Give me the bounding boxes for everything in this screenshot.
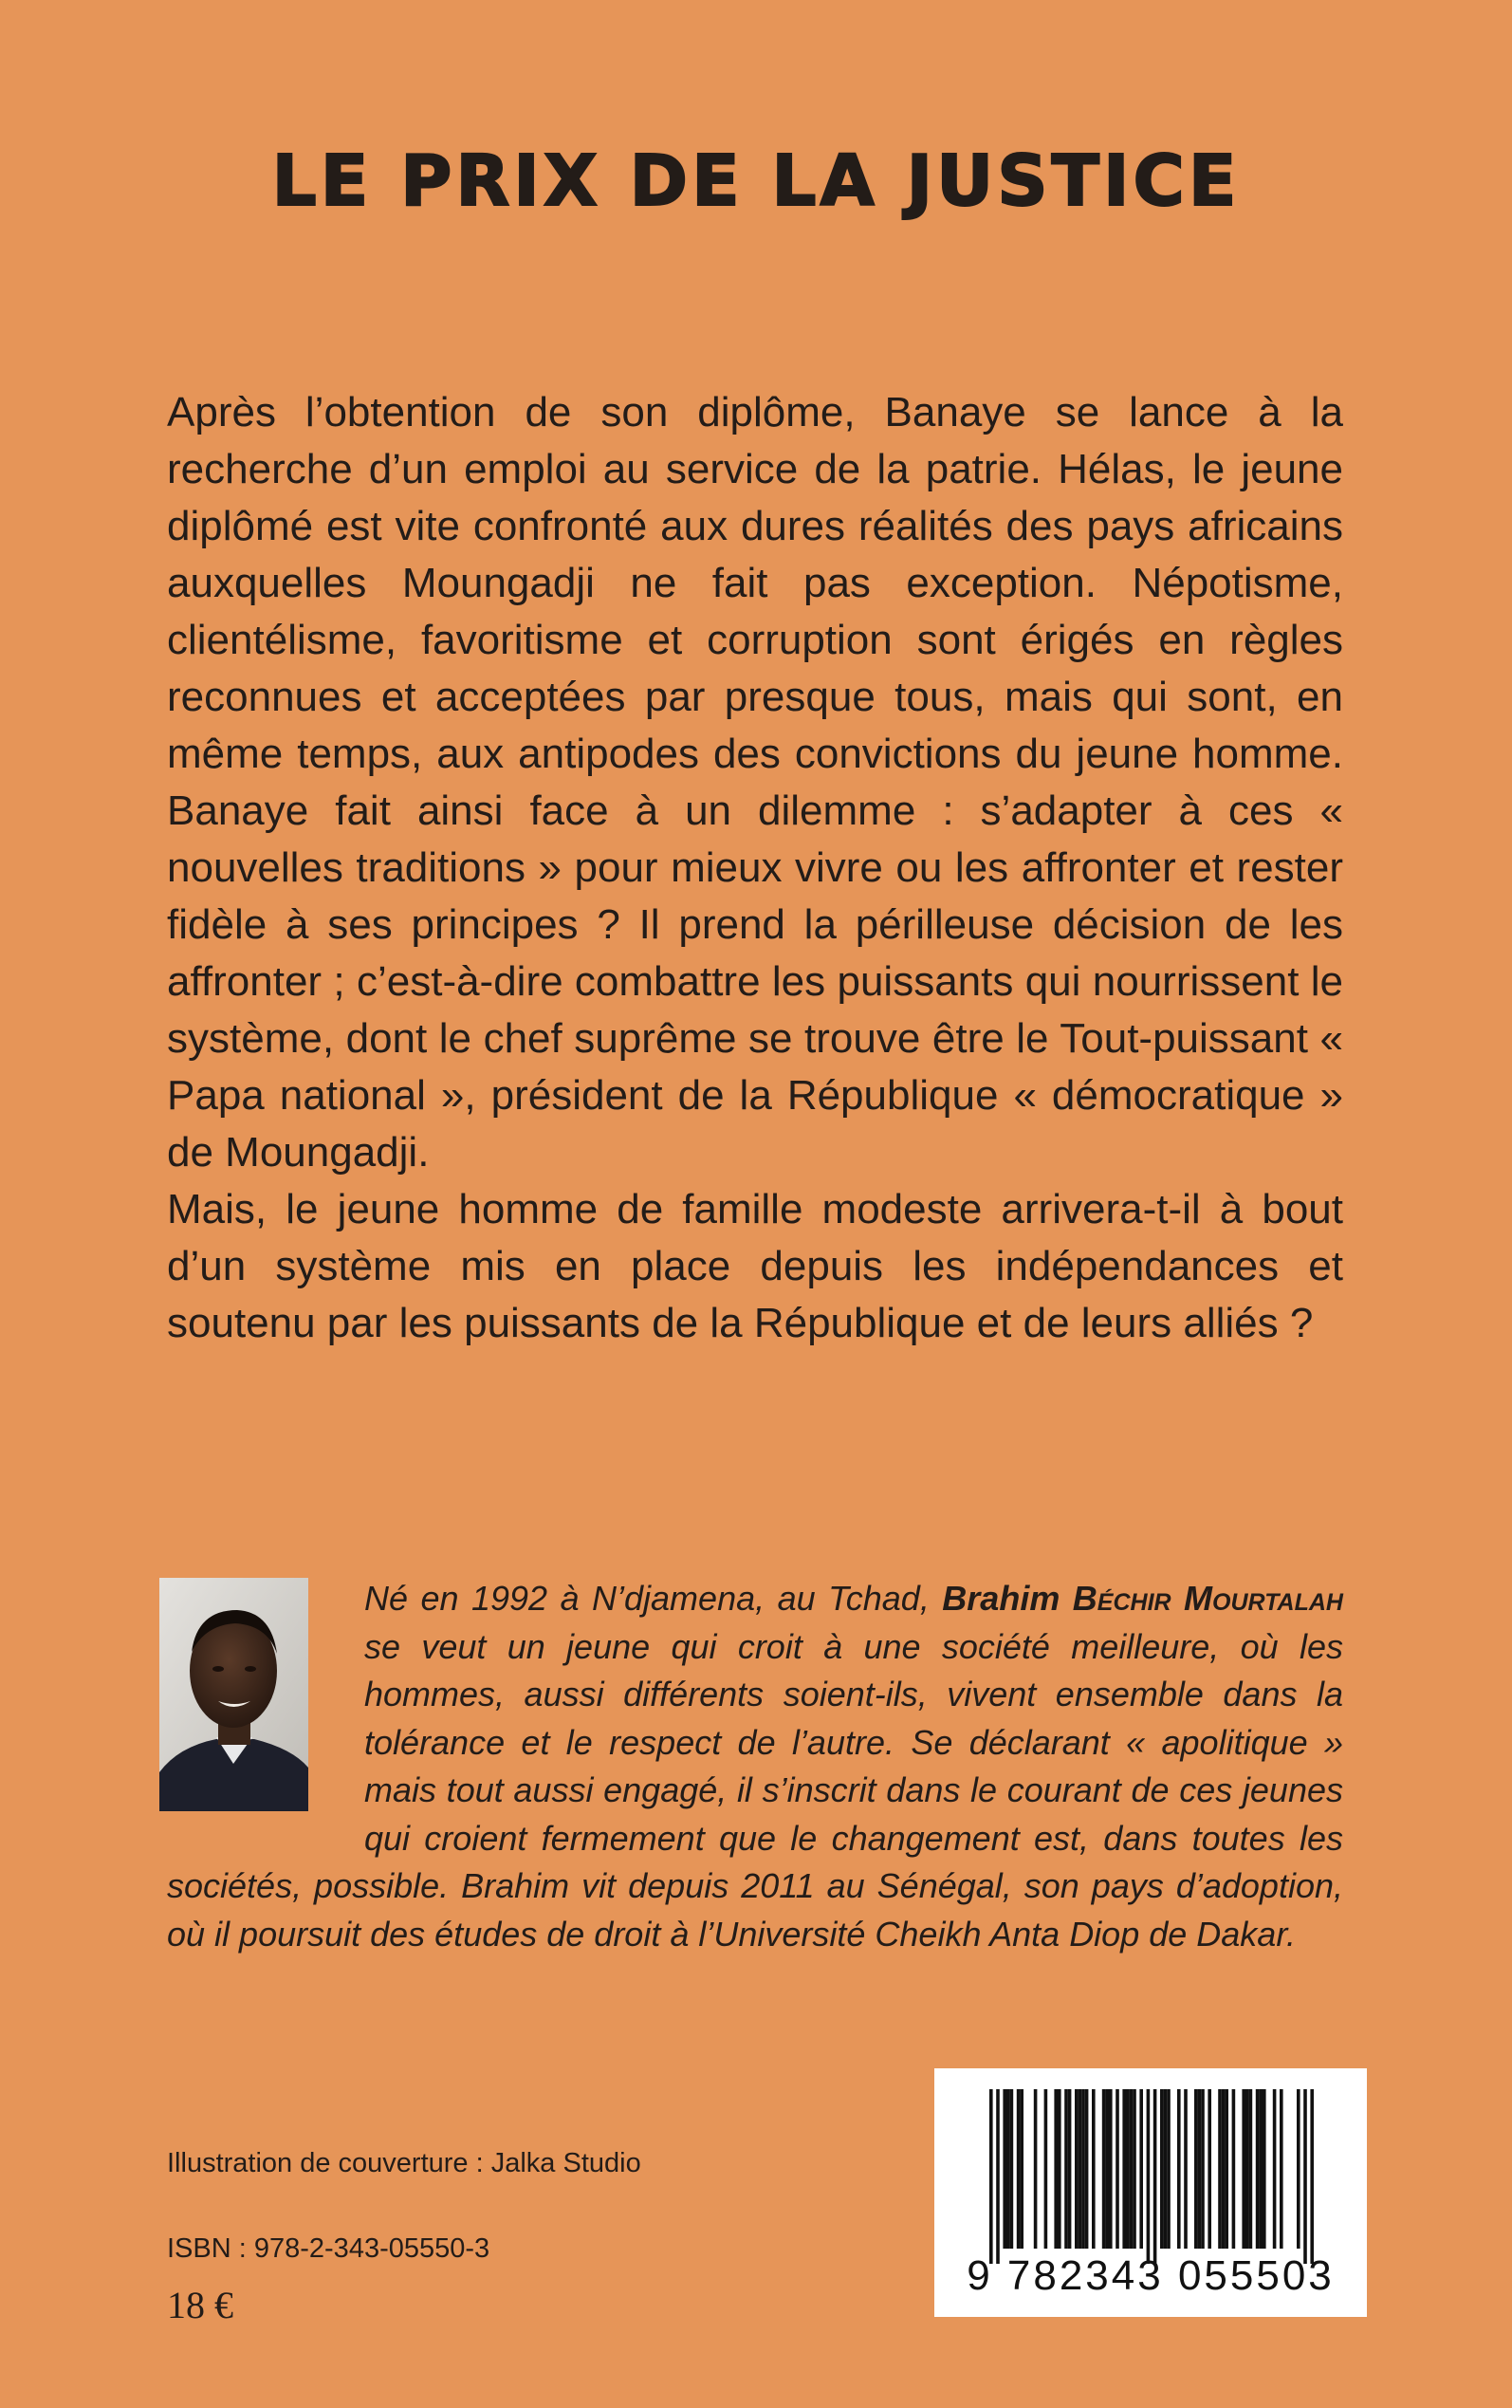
bio-rest: se veut un jeune qui croit à une société meilleure, où les hommes, aussi différents soient-ils, vivent ensemble dans la tolérance et le respect de l’autre. Se déclarant « apolitique » mais tout aussi engagé, il s’inscrit dans le courant de ces jeunes qui croient fermement que le changement est, dans toutes les sociétés, possible. Brahim vit depuis 2011 au Sénégal, son pays d’adoption, où il poursuit des études de droit à l’Université Cheikh Anta Diop de Dakar. (167, 1626, 1343, 1954)
barcode-bar (1092, 2089, 1096, 2249)
barcode-bar (1310, 2089, 1314, 2264)
barcode-bar (1139, 2089, 1143, 2249)
author-photo (159, 1578, 308, 1811)
synopsis (167, 384, 1343, 1352)
barcode-bar (1256, 2089, 1260, 2249)
barcode-bar (1167, 2089, 1171, 2249)
barcode-bar (1010, 2089, 1014, 2249)
barcode-bar (1273, 2089, 1277, 2249)
cover-illustration-credit: Illustration de couverture : Jalka Studio (167, 2148, 641, 2178)
barcode-bar (1153, 2089, 1157, 2264)
barcode-bar (1160, 2089, 1164, 2249)
barcode-bar (1054, 2089, 1058, 2249)
barcode-bar (1058, 2089, 1061, 2249)
bio-intro: Né en 1992 à N’djamena, au Tchad, (364, 1579, 943, 1618)
barcode (934, 2068, 1367, 2317)
author-portrait-image (159, 1578, 308, 1811)
barcode-bar (1164, 2089, 1168, 2249)
barcode-bar (1263, 2089, 1266, 2249)
synopsis-paragraph-2: Mais, le jeune homme de famille modeste arrivera-t-il à bout d’un système mis en place depuis les indépendances et soutenu par les puissants de la République et de leurs alliés ? (167, 1186, 1343, 1346)
barcode-digits: 9 782343 055503 (967, 2252, 1335, 2299)
barcode-bar (1109, 2089, 1113, 2249)
barcode-bar (1105, 2089, 1109, 2249)
author-name (942, 1579, 1343, 1618)
barcode-bar (1280, 2089, 1283, 2249)
price: 18 € (167, 2284, 233, 2326)
barcode-bar (1075, 2089, 1079, 2249)
barcode-bar (1147, 2089, 1151, 2264)
barcode-bar (1249, 2089, 1253, 2249)
barcode-bar (1208, 2089, 1211, 2249)
barcode-bar (1198, 2089, 1202, 2249)
barcode-bar (1006, 2089, 1010, 2249)
barcode-bar (1017, 2089, 1021, 2249)
barcode-bar (1201, 2089, 1205, 2249)
barcode-bar (1064, 2089, 1068, 2249)
barcode-bar (1133, 2089, 1136, 2249)
barcode-bar (1297, 2089, 1300, 2249)
barcode-bar (1122, 2089, 1126, 2249)
barcode-bar (1194, 2089, 1198, 2249)
barcode-bar (1068, 2089, 1072, 2249)
barcode-bar (1245, 2089, 1249, 2249)
barcode-bar (1079, 2089, 1082, 2249)
barcode-bar (1003, 2089, 1006, 2249)
barcode-bar (1222, 2089, 1226, 2249)
barcode-bar (1081, 2089, 1085, 2249)
barcode-bar (1020, 2089, 1023, 2249)
isbn: ISBN : 978-2-343-05550-3 (167, 2233, 490, 2264)
book-title: LE PRIX DE LA JUSTICE (271, 140, 1241, 222)
barcode-bar (996, 2089, 1000, 2264)
author-bio (167, 1575, 1343, 1958)
barcode-bar (989, 2089, 993, 2264)
barcode-bar (1102, 2089, 1106, 2249)
synopsis-paragraph-1: Après l’obtention de son diplôme, Banaye se lance à la recherche d’un emploi au service de la patrie. Hélas, le jeune diplômé est vite confronté aux dures réalités des pays africains auxquelles Moungadji ne fait pas exception. Népotisme, clientélisme, favoritisme et corruption sont érigés en règles reconnues et acceptées par presque tous, mais qui sont, en même temps, aux antipodes des convictions du jeune homme. Banaye fait ainsi face à un dilemme : s’adapter à ces « nouvelles traditions » pour mieux vivre ou les affronter et rester fidèle à ses principes ? Il prend la périlleuse décision de les affronter ; c’est-à-dire combattre les puissants qui nourrissent le système, dont le chef suprême se trouve être le Tout-puissant « Papa national », président de la République « démocratique » de Moungadji. (167, 389, 1343, 1176)
barcode-bar (1184, 2089, 1188, 2249)
barcode-bar (1116, 2089, 1119, 2249)
barcode-bar (1259, 2089, 1263, 2249)
barcode-bar (1126, 2089, 1130, 2249)
barcode-bar (1303, 2089, 1307, 2264)
barcode-bar (1177, 2089, 1181, 2249)
barcode-bar (1130, 2089, 1134, 2249)
author-last-name: Béchir Mourtalah (1072, 1579, 1343, 1618)
barcode-bar (1085, 2089, 1089, 2249)
barcode-bar (1218, 2089, 1222, 2249)
barcode-bar (1044, 2089, 1048, 2249)
barcode-bar (1034, 2089, 1038, 2249)
barcode-bar (1242, 2089, 1245, 2249)
barcode-bar (1225, 2089, 1228, 2249)
author-first-name: Brahim (942, 1579, 1073, 1618)
barcode-bar (1232, 2089, 1236, 2249)
